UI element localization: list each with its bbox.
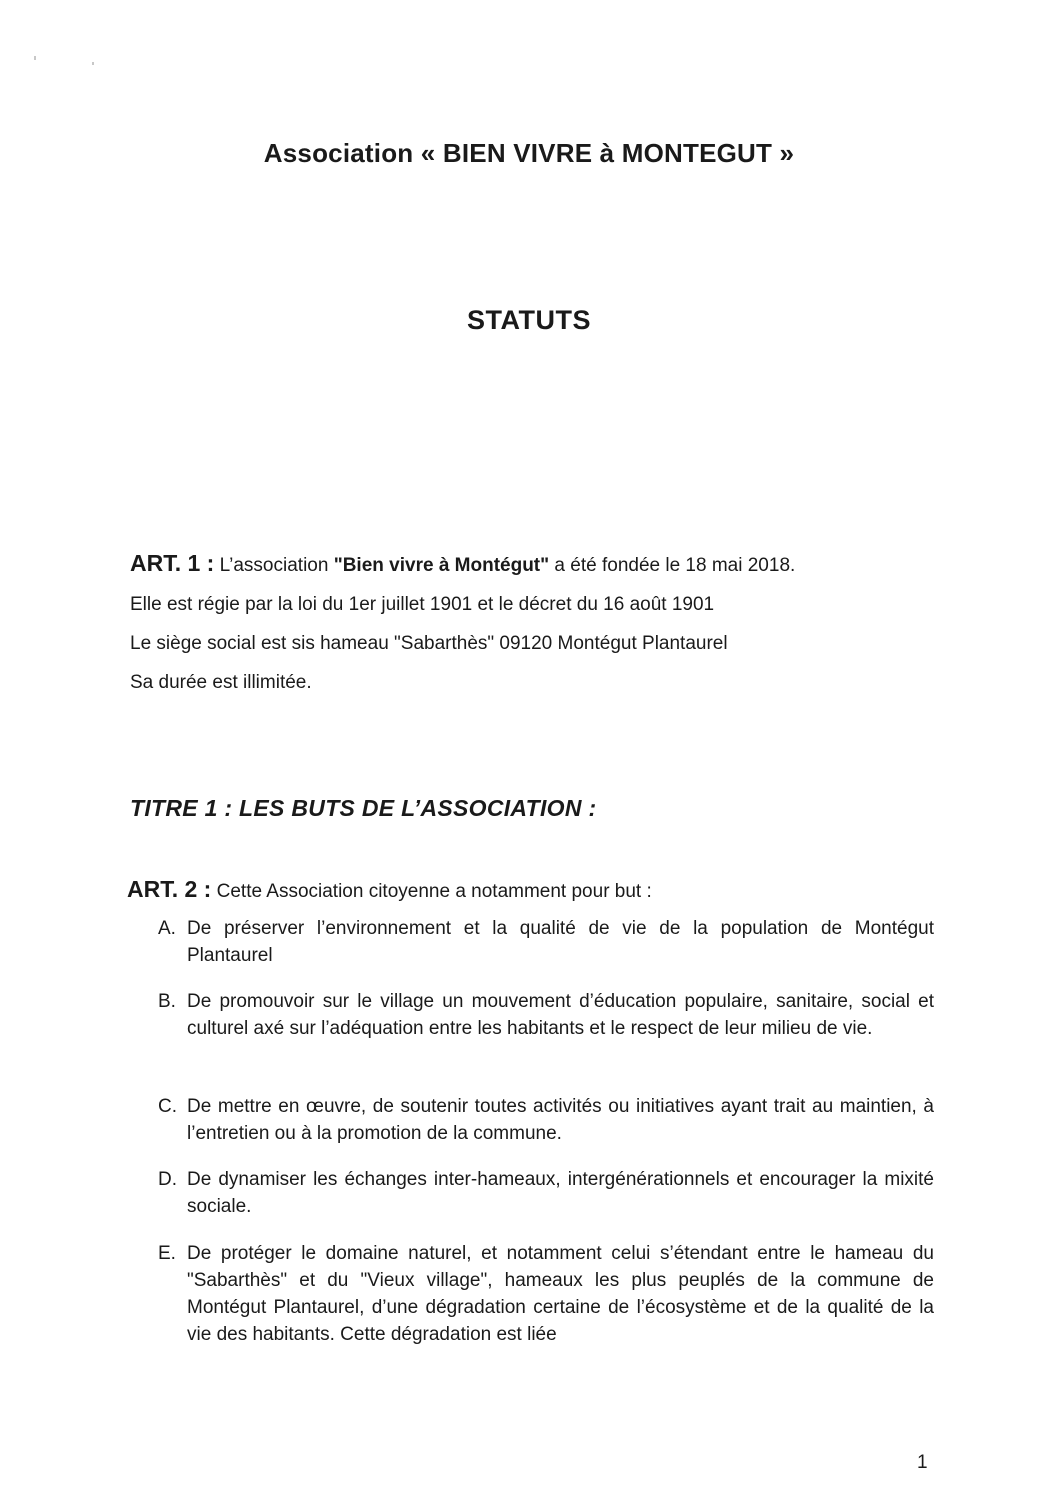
list-item xyxy=(158,1166,934,1220)
list-item-text: De promouvoir sur le village un mouvement d’éducation populaire, sanitaire, social et culturel axé sur l’adéquation entre les habitants et le respect de leur milieu de vie. xyxy=(187,991,934,1039)
list-item-text: De préserver l’environnement et la qualité de vie de la population de Montégut Plantaurel xyxy=(187,918,934,966)
list-item-text: De mettre en œuvre, de soutenir toutes activités ou initiatives ayant trait au maintien, à l’entretien ou à la promotion de la commune. xyxy=(187,1096,934,1144)
article-2-label: ART. 2 : xyxy=(127,876,212,902)
list-item-letter: E. xyxy=(158,1243,176,1264)
article-1-line: Sa durée est illimitée. xyxy=(130,672,312,693)
list-item xyxy=(158,1093,934,1147)
list-item-letter: C. xyxy=(158,1096,177,1117)
scan-speck xyxy=(34,56,36,60)
article-1-label: ART. 1 : xyxy=(130,550,215,576)
list-item-text: De dynamiser les échanges inter-hameaux, intergénérationnels et encourager la mixité sociale. xyxy=(187,1169,934,1217)
scan-speck xyxy=(92,62,94,65)
list-item-letter: B. xyxy=(158,991,176,1012)
article-1-heading xyxy=(130,550,795,577)
article-2-heading xyxy=(127,876,652,903)
list-item-text: De protéger le domaine naturel, et notamment celui s’étendant entre le hameau du "Sabarthès" et du "Vieux village", hameaux les plus peuplés de la commune de Montégut Plantaurel, d’une dégradation certaine de l’écosystème et de la qualité de la vie des habitants. Cette dégradation est liée xyxy=(187,1243,934,1345)
page-number: 1 xyxy=(917,1452,928,1473)
article-1-line: Elle est régie par la loi du 1er juillet 1901 et le décret du 16 août 1901 xyxy=(130,594,715,615)
article-2-intro: Cette Association citoyenne a notamment pour but : xyxy=(211,881,652,902)
list-item-letter: D. xyxy=(158,1169,177,1190)
document-title: Association « BIEN VIVRE à MONTEGUT » xyxy=(263,138,795,168)
list-item xyxy=(158,988,934,1042)
article-1-intro: L’association xyxy=(214,555,334,576)
section-title-1: TITRE 1 : LES BUTS DE L’ASSOCIATION : xyxy=(130,795,597,821)
document-subtitle: STATUTS xyxy=(467,305,591,335)
association-name: "Bien vivre à Montégut" xyxy=(333,555,550,576)
article-1-founded: a été fondée le 18 mai 2018. xyxy=(549,555,796,576)
article-1-line: Le siège social est sis hameau "Sabarthès" 09120 Montégut Plantaurel xyxy=(130,633,728,654)
list-item-letter: A. xyxy=(158,918,176,939)
list-item xyxy=(158,1240,934,1348)
list-item xyxy=(158,915,934,969)
